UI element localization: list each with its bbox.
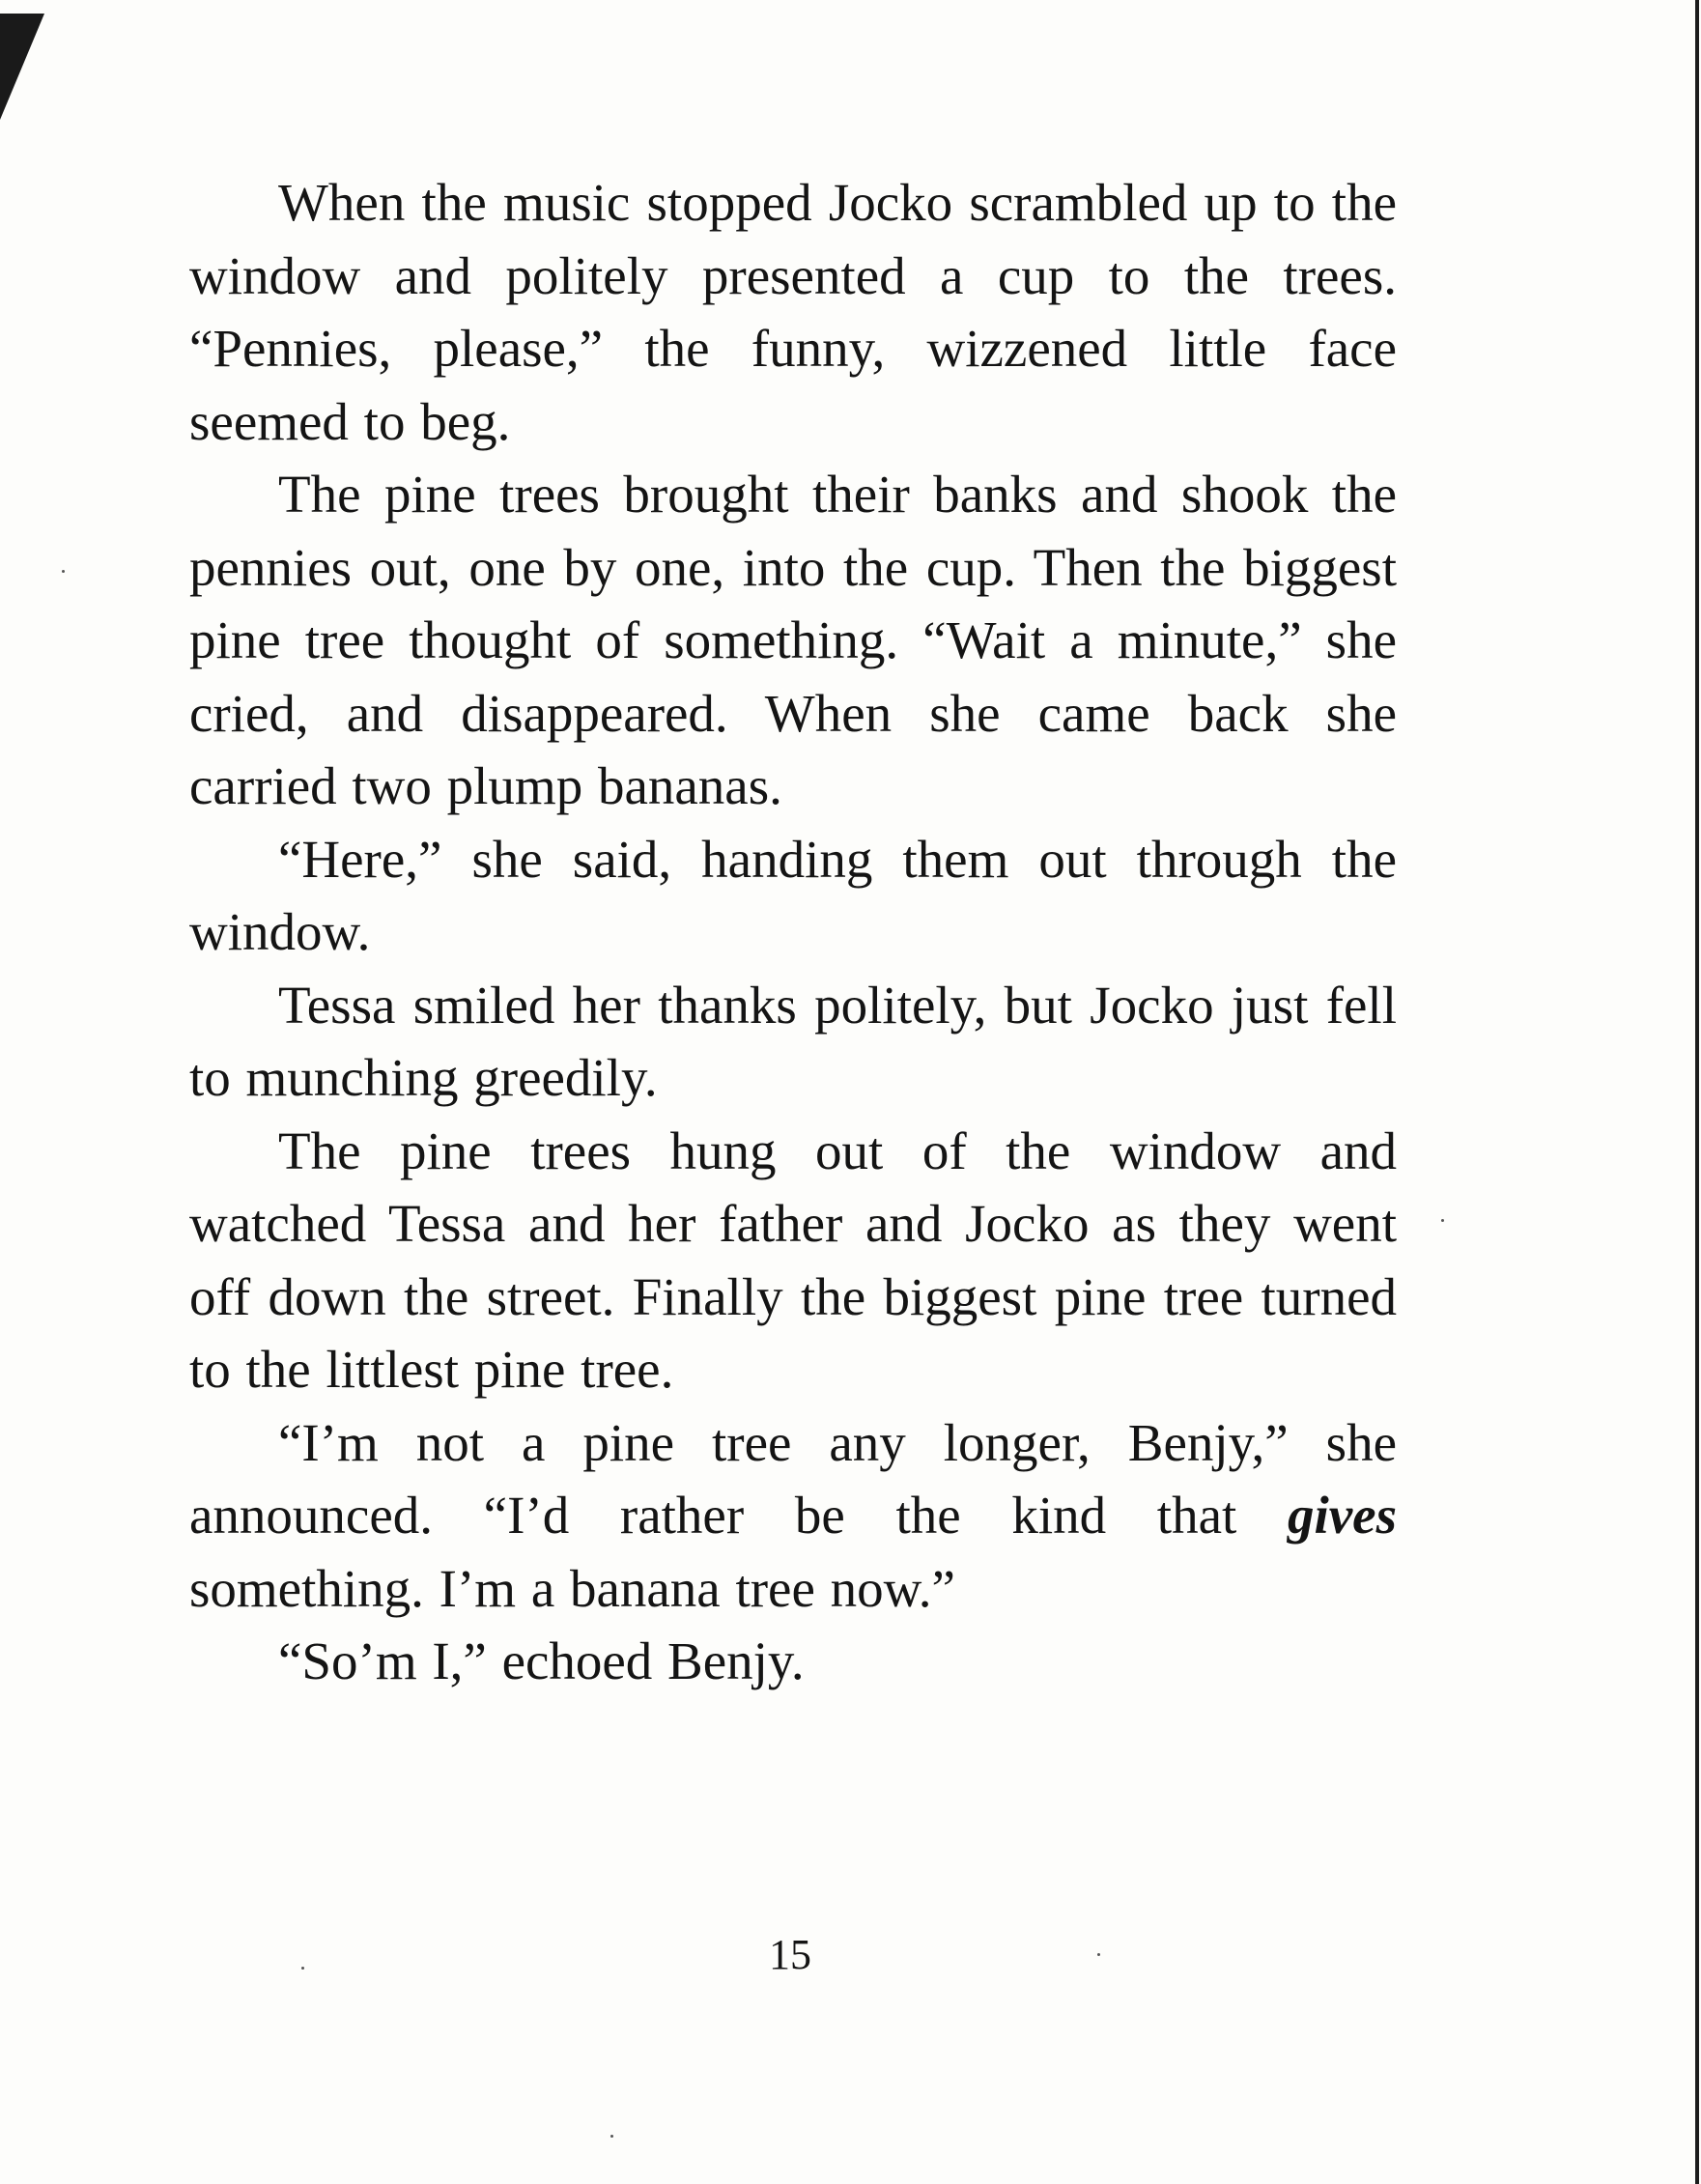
paragraph: Tessa smiled her thanks politely, but Jocko just fell to munching greedily.	[189, 975, 1397, 1107]
paragraph-text: “I’m not a pine tree any longer, Benjy,” she announced. “I’d rather be the kind that	[189, 1412, 1397, 1545]
scan-page-edge	[1695, 0, 1699, 2184]
scan-speck	[610, 2135, 613, 2138]
paragraph: “So’m I,” echoed Benjy.	[278, 1631, 805, 1690]
paragraph-text: something. I’m a banana tree now.”	[189, 1558, 955, 1618]
paragraph: When the music stopped Jocko scrambled up to the window and politely presented a cup to the trees. “Pennies, please,” the funny, wizzened little face seemed to beg.	[189, 173, 1397, 451]
scan-speck	[1441, 1219, 1444, 1222]
scan-speck	[62, 570, 65, 573]
emphasized-word: gives	[1287, 1486, 1397, 1545]
body-text	[189, 166, 1397, 1698]
paragraph: The pine trees brought their banks and shook the pennies out, one by one, into the cup. Then the biggest pine tree thought of something. “Wait a minute,” she cried, and disappeared. When she came back she carried two plump bananas.	[189, 465, 1397, 815]
scan-corner-mark	[0, 14, 44, 120]
page-number: 15	[769, 1931, 811, 1978]
scan-speck	[301, 1967, 304, 1970]
paragraph: The pine trees hung out of the window and watched Tessa and her father and Jocko as they went off down the street. Finally the biggest pine tree turned to the littlest pine tree.	[189, 1120, 1397, 1399]
paragraph: “Here,” she said, handing them out through the window.	[189, 829, 1397, 961]
scan-speck	[1097, 1953, 1100, 1956]
paragraph	[189, 1406, 1397, 1626]
